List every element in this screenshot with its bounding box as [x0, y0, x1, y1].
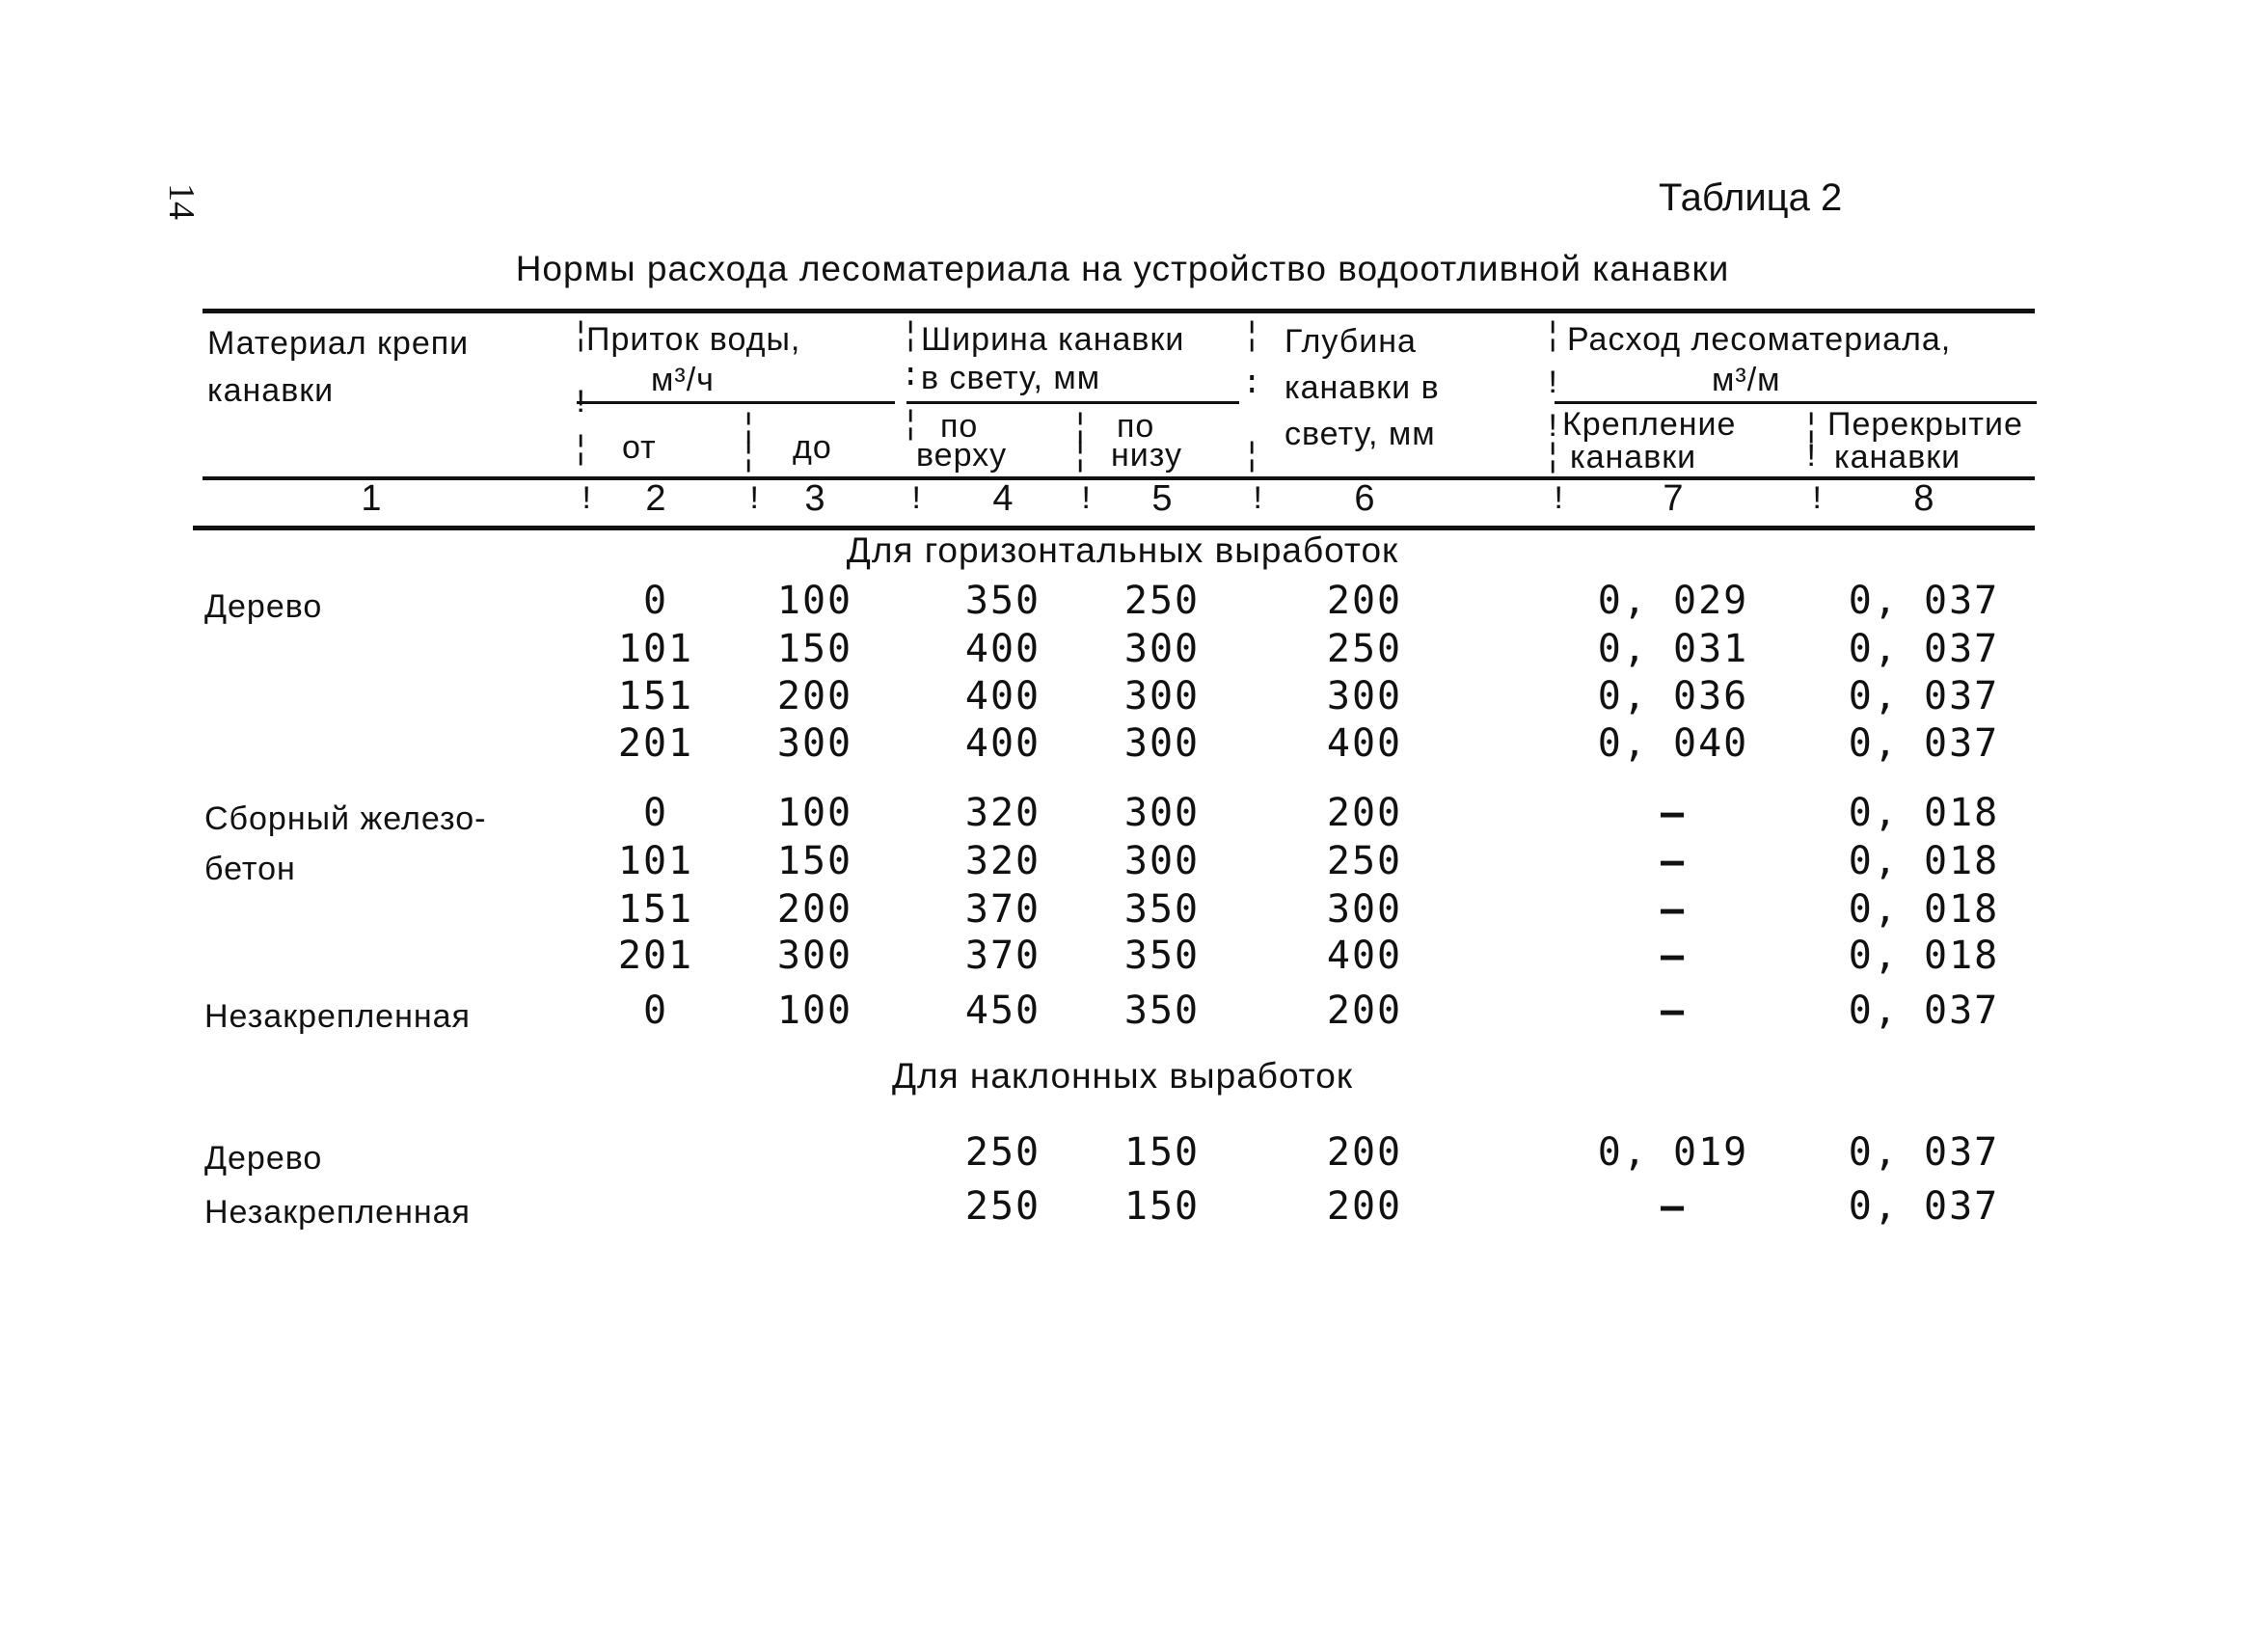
- table-cell: 101: [617, 627, 694, 671]
- table-cell: 0, 037: [1848, 674, 2000, 718]
- table-cell: 350: [1123, 887, 1201, 932]
- table-cell: 0, 037: [1848, 1184, 2000, 1229]
- separator: !: [1543, 366, 1563, 403]
- header-width-top-l1: по: [940, 408, 979, 445]
- separator: ¦: [1543, 440, 1563, 476]
- header-inflow-from: от: [622, 429, 657, 466]
- table-cell: 0, 037: [1848, 1130, 2000, 1175]
- table-cell: 350: [1123, 934, 1201, 978]
- table-cell: 300: [1123, 627, 1201, 671]
- table-cell: 150: [776, 839, 853, 883]
- table-cell: 0, 029: [1597, 579, 1749, 623]
- separator: ¦: [739, 410, 759, 447]
- header-consumption-l1: Расход лесоматериала,: [1567, 321, 1952, 358]
- table-cell: 200: [776, 887, 853, 932]
- table-cell: 200: [1326, 791, 1403, 835]
- header-width-bottom-l2: низу: [1111, 437, 1182, 474]
- header-inflow-l1: Приток воды,: [586, 321, 801, 358]
- material-label: Незакрепленная: [204, 1194, 471, 1231]
- table-cell: 0, 019: [1597, 1130, 1749, 1175]
- table-cell: 100: [776, 791, 853, 835]
- separator: ¦: [901, 318, 921, 355]
- table-cell: 0, 018: [1848, 839, 2000, 883]
- separator: !: [1076, 482, 1096, 519]
- material-label: Дерево: [204, 588, 323, 625]
- table-cell: 0, 018: [1848, 791, 2000, 835]
- table-cell: 101: [617, 839, 694, 883]
- header-width-top-l2: верху: [916, 437, 1008, 474]
- table-cell: 400: [964, 674, 1041, 718]
- table-cell: 450: [964, 988, 1041, 1033]
- header-material-l1: Материал крепи: [207, 325, 470, 362]
- table-cell: 200: [1326, 1184, 1403, 1229]
- header-bottom-rule: [203, 476, 2035, 480]
- header-depth-l1: Глубина: [1285, 323, 1417, 360]
- table-cell: 0, 040: [1597, 721, 1749, 766]
- separator: !: [571, 386, 591, 422]
- separator: !: [1801, 440, 1822, 476]
- separator: ¦: [1801, 410, 1822, 447]
- table-cell: 350: [1123, 988, 1201, 1033]
- table-cell: 150: [1123, 1184, 1201, 1229]
- table-cell: 150: [776, 627, 853, 671]
- column-number: 4: [992, 478, 1014, 519]
- table-cell: 201: [617, 721, 694, 766]
- table-cell: 300: [776, 934, 853, 978]
- table-cell: 0: [642, 579, 669, 623]
- table-cell: 300: [1123, 674, 1201, 718]
- table-cell: 300: [1123, 791, 1201, 835]
- column-number: 5: [1151, 478, 1173, 519]
- table-cell: 250: [1326, 839, 1403, 883]
- table-cell: 0, 018: [1848, 887, 2000, 932]
- table-cell: –: [1660, 839, 1687, 883]
- header-consumption-l2: м³/м: [1712, 362, 1781, 398]
- separator: ¦: [571, 318, 591, 355]
- header-mid-rule-inflow: [577, 401, 895, 404]
- table-cell: 400: [1326, 721, 1403, 766]
- separator: ¦: [571, 432, 591, 469]
- header-width-l1: Ширина канавки: [921, 321, 1185, 358]
- table-cell: 0, 037: [1848, 579, 2000, 623]
- header-covering-l1: Перекрытие: [1827, 406, 2023, 443]
- table-cell: 0, 037: [1848, 988, 2000, 1033]
- column-number: 6: [1354, 478, 1375, 519]
- table-cell: 370: [964, 887, 1041, 932]
- header-width-l2: в свету, мм: [921, 360, 1101, 396]
- table-cell: 300: [1326, 887, 1403, 932]
- header-inflow-l2: м³/ч: [651, 362, 715, 398]
- table-cell: 0, 037: [1848, 721, 2000, 766]
- table-cell: 150: [1123, 1130, 1201, 1175]
- table-cell: 0: [642, 791, 669, 835]
- separator: !: [1543, 410, 1563, 447]
- table-cell: 200: [1326, 988, 1403, 1033]
- separator: ¦: [1242, 318, 1262, 355]
- header-covering-l2: канавки: [1834, 439, 1961, 475]
- header-width-bottom-l1: по: [1117, 408, 1155, 445]
- table-cell: 250: [964, 1130, 1041, 1175]
- header-top-rule: [203, 309, 2035, 313]
- table-cell: 201: [617, 934, 694, 978]
- header-fastening-l2: канавки: [1570, 439, 1697, 475]
- table-title: Нормы расхода лесоматериала на устройство водоотливной канавки: [515, 249, 1730, 288]
- material-label: бетон: [204, 851, 296, 887]
- table-cell: 370: [964, 934, 1041, 978]
- table-cell: 0, 037: [1848, 627, 2000, 671]
- page-number: 14: [161, 183, 202, 220]
- table-cell: –: [1660, 988, 1687, 1033]
- table-cell: 151: [617, 674, 694, 718]
- table-cell: 0: [642, 988, 669, 1033]
- table-cell: 200: [1326, 1130, 1403, 1175]
- separator: ¦: [1070, 439, 1091, 475]
- table-cell: 400: [1326, 934, 1403, 978]
- table-cell: –: [1660, 791, 1687, 835]
- table-label: Таблица 2: [1659, 176, 1843, 219]
- column-number: 7: [1663, 478, 1684, 519]
- separator: ¦: [1070, 410, 1091, 447]
- header-inflow-to: до: [793, 429, 832, 466]
- table-cell: 0, 036: [1597, 674, 1749, 718]
- table-cell: 250: [1123, 579, 1201, 623]
- separator: !: [1807, 482, 1827, 519]
- table-cell: –: [1660, 1184, 1687, 1229]
- table-cell: 320: [964, 839, 1041, 883]
- column-number: 8: [1913, 478, 1934, 519]
- separator: ¦: [901, 407, 921, 444]
- table-cell: 320: [964, 791, 1041, 835]
- table-cell: 0, 031: [1597, 627, 1749, 671]
- table-cell: 400: [964, 627, 1041, 671]
- separator: !: [906, 482, 927, 519]
- table-cell: 200: [776, 674, 853, 718]
- separator: ¦: [1242, 439, 1262, 475]
- table-cell: 350: [964, 579, 1041, 623]
- material-label: Сборный железо-: [204, 800, 487, 837]
- table-cell: 300: [776, 721, 853, 766]
- table-cell: 300: [1326, 674, 1403, 718]
- table-cell: 100: [776, 579, 853, 623]
- header-depth-l2: канавки в: [1285, 369, 1440, 406]
- table-cell: 400: [964, 721, 1041, 766]
- material-label: Дерево: [204, 1140, 323, 1177]
- separator: :: [901, 359, 921, 395]
- column-number: 3: [804, 478, 825, 519]
- table-cell: 300: [1123, 721, 1201, 766]
- section-title: Для наклонных выработок: [891, 1056, 1354, 1096]
- material-label: Незакрепленная: [204, 998, 471, 1035]
- table-cell: 250: [964, 1184, 1041, 1229]
- table-cell: –: [1660, 934, 1687, 978]
- separator: !: [744, 482, 765, 519]
- separator: ¦: [1543, 318, 1563, 355]
- table-cell: 250: [1326, 627, 1403, 671]
- separator: :: [1242, 366, 1262, 403]
- table-cell: 0, 018: [1848, 934, 2000, 978]
- separator: !: [1549, 482, 1569, 519]
- header-depth-l3: свету, мм: [1285, 416, 1436, 452]
- header-mid-rule-consumption: [1555, 401, 2037, 404]
- separator: !: [577, 482, 597, 519]
- table-cell: 200: [1326, 579, 1403, 623]
- section-title: Для горизонтальных выработок: [846, 530, 1399, 570]
- table-cell: 100: [776, 988, 853, 1033]
- table-cell: 151: [617, 887, 694, 932]
- separator: !: [1248, 482, 1268, 519]
- table-cell: –: [1660, 887, 1687, 932]
- header-fastening-l1: Крепление: [1562, 406, 1737, 443]
- header-material-l2: канавки: [207, 372, 335, 409]
- table-cell: 300: [1123, 839, 1201, 883]
- header-mid-rule-width: [906, 401, 1239, 404]
- separator: ¦: [739, 439, 759, 475]
- column-number: 1: [361, 478, 382, 519]
- column-number: 2: [645, 478, 666, 519]
